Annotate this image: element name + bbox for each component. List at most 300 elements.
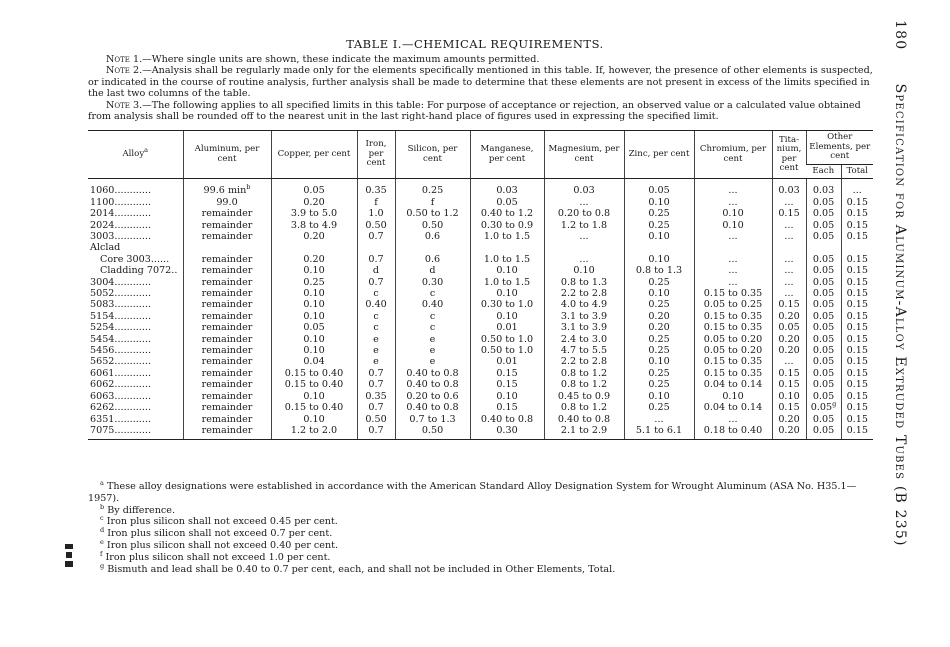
- cell-si: 0.30: [395, 277, 470, 288]
- cell-zn: 0.25: [624, 402, 694, 413]
- table-row: [88, 254, 873, 265]
- header-row: [88, 131, 873, 165]
- cell-ti: 0.20: [772, 425, 806, 440]
- alloy-cell: 5254............: [90, 322, 152, 334]
- table-row: [88, 265, 873, 276]
- cell-cr: 0.10: [694, 208, 772, 219]
- cell-each: 0.05: [806, 356, 841, 367]
- cell-fe: 0.7: [357, 425, 395, 440]
- cell-si: c: [395, 322, 470, 333]
- cell-total: 0.15: [841, 277, 873, 288]
- cell-al: remainder: [183, 208, 271, 219]
- cell-zn: 0.10: [624, 197, 694, 208]
- alloy-cell: 3004............: [90, 276, 152, 288]
- cell-fe: c: [357, 311, 395, 322]
- cell-cu: 0.25: [271, 277, 357, 288]
- cell-si: 0.7 to 1.3: [395, 414, 470, 425]
- cell-ti: ...: [772, 277, 806, 288]
- alloy-cell: 6351............: [90, 413, 152, 425]
- cell-ti: 0.15: [772, 402, 806, 413]
- cell-cr: 0.04 to 0.14: [694, 379, 772, 390]
- alloy-cell: 3003............: [90, 231, 152, 242]
- note-3: Note 3.—The following applies to all specified limits in this table: For purpose of acceptance or rejection, an observed value or a calculated value obtained from analysis shall be rounded off to the nearest unit in the last right-hand place of figures used in expressing the specified limit.: [88, 99, 861, 123]
- cell-mn: 0.01: [470, 356, 544, 367]
- footnote: $^f$ Iron plus silicon shall not exceed 1.0 per cent.: [100, 549, 331, 563]
- table-row: [88, 391, 873, 402]
- cell-total: 0.15: [841, 299, 873, 310]
- cell-mn: 0.15: [470, 379, 544, 390]
- cell-each: 0.05: [806, 197, 841, 208]
- table-row: [88, 345, 873, 356]
- cell-mg: 1.2 to 1.8: [544, 220, 624, 231]
- cell-total: 0.15: [841, 414, 873, 425]
- cell-si: c: [395, 311, 470, 322]
- cell-al: remainder: [183, 299, 271, 310]
- cell-cu: 0.04: [271, 356, 357, 367]
- notes: [88, 54, 873, 122]
- cell-mn: 0.10: [470, 265, 544, 276]
- cell-si: c: [395, 288, 470, 299]
- cell-al: remainder: [183, 379, 271, 390]
- page-number: 180: [892, 20, 908, 51]
- cell-mn: 0.30: [470, 425, 544, 440]
- cell-zn: 0.10: [624, 254, 694, 265]
- cell-cu: 0.15 to 0.40: [271, 402, 357, 413]
- cell-mg: 0.8 to 1.2: [544, 402, 624, 413]
- cell-cu: 0.10: [271, 265, 357, 276]
- cell-fe: e: [357, 345, 395, 356]
- cell-total: 0.15: [841, 345, 873, 356]
- cell-zn: 0.10: [624, 231, 694, 242]
- cell-fe: 1.0: [357, 208, 395, 219]
- table-row: [88, 379, 873, 390]
- cell-fe: 0.7: [357, 368, 395, 379]
- table-row: [88, 288, 873, 299]
- cell-si: f: [395, 197, 470, 208]
- alloy-cell: 7075............: [88, 425, 183, 440]
- cell-si: 0.6: [395, 231, 470, 242]
- cell-mg: 3.1 to 3.9: [544, 322, 624, 333]
- cell-each: 0.05: [806, 414, 841, 425]
- cell-each: 0.05: [806, 311, 841, 322]
- cell-mg: 0.45 to 0.9: [544, 391, 624, 402]
- cell-total: 0.15: [841, 402, 873, 413]
- cell-cu: 3.9 to 5.0: [271, 208, 357, 219]
- cell-al: remainder: [183, 231, 271, 242]
- cell-fe: 0.35: [357, 179, 395, 197]
- table-row: [88, 402, 873, 413]
- cell-total: 0.15: [841, 356, 873, 367]
- cell-each: 0.05: [806, 334, 841, 345]
- cell-zn: 0.25: [624, 299, 694, 310]
- cell-cr: ...: [694, 277, 772, 288]
- cell-si: e: [395, 356, 470, 367]
- cell-ti: ...: [772, 288, 806, 299]
- cell-cu: 3.8 to 4.9: [271, 220, 357, 231]
- cell-cr: 0.15 to 0.35: [694, 356, 772, 367]
- cell-mg: 0.8 to 1.2: [544, 368, 624, 379]
- cell-mn: 0.01: [470, 322, 544, 333]
- cell-mg: ...: [544, 197, 624, 208]
- cell-mn: 0.10: [470, 288, 544, 299]
- cell-fe: 0.35: [357, 391, 395, 402]
- cell-mg: 2.4 to 3.0: [544, 334, 624, 345]
- cell-mn: 1.0 to 1.5: [470, 277, 544, 288]
- cell-each: 0.05$^g$: [806, 402, 841, 413]
- alloy-cell: 5456............: [90, 345, 152, 357]
- cell-cr: 0.10: [694, 391, 772, 402]
- cell-al: remainder: [183, 414, 271, 425]
- cell-fe: 0.50: [357, 414, 395, 425]
- cell-zn: 0.25: [624, 345, 694, 356]
- alloy-cell: Alclad: [90, 242, 121, 254]
- cell-cu: 0.10: [271, 334, 357, 345]
- table-row: [88, 231, 873, 242]
- cell-al: remainder: [183, 345, 271, 356]
- cell-cr: ...: [694, 414, 772, 425]
- cell-ti: ...: [772, 231, 806, 242]
- cell-each: 0.05: [806, 277, 841, 288]
- cell-total: 0.15: [841, 334, 873, 345]
- cell-ti: 0.10: [772, 391, 806, 402]
- cell-each: 0.05: [806, 288, 841, 299]
- cell-zn: 0.10: [624, 391, 694, 402]
- cell-cu: 0.20: [271, 231, 357, 242]
- cell-total: 0.15: [841, 220, 873, 231]
- cell-cu: 0.15 to 0.40: [271, 368, 357, 379]
- cell-fe: 0.7: [357, 254, 395, 265]
- alloy-cell: Core 3003......: [100, 253, 170, 265]
- cell-si: [395, 242, 470, 253]
- cell-total: 0.15: [841, 231, 873, 242]
- cell-zn: [624, 242, 694, 253]
- cell-each: 0.05: [806, 220, 841, 231]
- cell-al: remainder: [183, 254, 271, 265]
- cell-total: 0.15: [841, 322, 873, 333]
- cell-mg: 4.0 to 4.9: [544, 299, 624, 310]
- cell-si: d: [395, 265, 470, 276]
- cell-each: 0.05: [806, 368, 841, 379]
- cell-mg: 4.7 to 5.5: [544, 345, 624, 356]
- cell-mn: 0.30 to 0.9: [470, 220, 544, 231]
- cell-total: ...: [841, 179, 873, 197]
- cell-total: 0.15: [841, 391, 873, 402]
- cell-zn: 0.25: [624, 277, 694, 288]
- cell-total: 0.15: [841, 425, 873, 440]
- cell-al: [183, 242, 271, 253]
- cell-mg: 0.20 to 0.8: [544, 208, 624, 219]
- cell-al: remainder: [183, 391, 271, 402]
- cell-ti: 0.15: [772, 208, 806, 219]
- cell-cr: 0.15 to 0.35: [694, 368, 772, 379]
- table-title: TABLE I.—CHEMICAL REQUIREMENTS.: [346, 37, 604, 51]
- cell-al: remainder: [183, 368, 271, 379]
- cell-fe: f: [357, 197, 395, 208]
- cell-each: 0.05: [806, 231, 841, 242]
- cell-al: remainder: [183, 425, 271, 440]
- cell-each: 0.05: [806, 208, 841, 219]
- cell-mn: 0.40 to 1.2: [470, 208, 544, 219]
- header-aluminum: Aluminum, per cent: [183, 131, 271, 179]
- cell-cu: 0.10: [271, 299, 357, 310]
- cell-ti: 0.15: [772, 379, 806, 390]
- cell-zn: 0.25: [624, 368, 694, 379]
- cell-zn: 0.05: [624, 179, 694, 197]
- cell-mg: 0.40 to 0.8: [544, 414, 624, 425]
- cell-al: 99.6 $\min^b$: [183, 179, 271, 197]
- cell-si: 0.40 to 0.8: [395, 379, 470, 390]
- table-row: [88, 299, 873, 310]
- cell-cu: 0.20: [271, 197, 357, 208]
- cell-al: remainder: [183, 277, 271, 288]
- cell-ti: ...: [772, 197, 806, 208]
- alloy-cell: 5052............: [90, 288, 152, 300]
- cell-mn: 0.15: [470, 368, 544, 379]
- table-row: [88, 242, 873, 253]
- header-silicon: Silicon, per cent: [395, 131, 470, 179]
- cell-mg: [544, 242, 624, 253]
- cell-mn: 0.05: [470, 197, 544, 208]
- cell-zn: ...: [624, 414, 694, 425]
- alloy-cell: 6262............: [90, 402, 152, 414]
- cell-mn: 0.50 to 1.0: [470, 334, 544, 345]
- cell-si: 0.50 to 1.2: [395, 208, 470, 219]
- cell-mn: 0.03: [470, 179, 544, 197]
- cell-si: 0.50: [395, 220, 470, 231]
- cell-mg: 2.2 to 2.8: [544, 288, 624, 299]
- cell-ti: ...: [772, 356, 806, 367]
- cell-cu: 1.2 to 2.0: [271, 425, 357, 440]
- cell-total: 0.15: [841, 288, 873, 299]
- cell-cu: 0.20: [271, 254, 357, 265]
- table-body: [88, 179, 873, 440]
- cell-si: 0.50: [395, 425, 470, 440]
- cell-cr: [694, 242, 772, 253]
- header-other-elements: Other Elements, per cent: [806, 131, 873, 165]
- cell-fe: 0.7: [357, 277, 395, 288]
- table-row: [88, 208, 873, 219]
- cell-cr: 0.05 to 0.25: [694, 299, 772, 310]
- cell-mn: 0.10: [470, 391, 544, 402]
- alloy-cell: 2014............: [90, 208, 152, 220]
- cell-fe: 0.40: [357, 299, 395, 310]
- cell-total: 0.15: [841, 254, 873, 265]
- cell-cr: ...: [694, 179, 772, 197]
- cell-zn: 0.10: [624, 288, 694, 299]
- table-row: [88, 277, 873, 288]
- cell-ti: [772, 242, 806, 253]
- running-head: [884, 20, 908, 620]
- cell-ti: 0.15: [772, 299, 806, 310]
- header-copper: Copper, per cent: [271, 131, 357, 179]
- cell-ti: 0.20: [772, 311, 806, 322]
- header-zinc: Zinc, per cent: [624, 131, 694, 179]
- cell-cr: 0.04 to 0.14: [694, 402, 772, 413]
- cell-mn: 1.0 to 1.5: [470, 231, 544, 242]
- cell-ti: 0.15: [772, 368, 806, 379]
- cell-si: 0.40 to 0.8: [395, 402, 470, 413]
- cell-total: 0.15: [841, 311, 873, 322]
- cell-zn: 0.10: [624, 356, 694, 367]
- cell-al: remainder: [183, 334, 271, 345]
- cell-mg: 3.1 to 3.9: [544, 311, 624, 322]
- table-row: [88, 425, 873, 440]
- cell-si: 0.40: [395, 299, 470, 310]
- table-row: [88, 197, 873, 208]
- cell-al: remainder: [183, 220, 271, 231]
- cell-cr: ...: [694, 265, 772, 276]
- cell-ti: 0.20: [772, 334, 806, 345]
- cell-al: remainder: [183, 311, 271, 322]
- cell-total: 0.15: [841, 368, 873, 379]
- chemical-requirements-table: [88, 130, 873, 440]
- cell-al: 99.0: [183, 197, 271, 208]
- cell-each: 0.05: [806, 345, 841, 356]
- cell-total: [841, 242, 873, 253]
- footnote: $^g$ Bismuth and lead shall be 0.40 to 0.7 per cent, each, and shall not be included in Other Elements, Total.: [100, 561, 616, 575]
- header-magnesium: Magnesium, per cent: [544, 131, 624, 179]
- cell-each: [806, 242, 841, 253]
- cell-cu: 0.15 to 0.40: [271, 379, 357, 390]
- cell-cr: 0.15 to 0.35: [694, 322, 772, 333]
- cell-total: 0.15: [841, 197, 873, 208]
- cell-mn: [470, 242, 544, 253]
- cell-each: 0.05: [806, 425, 841, 440]
- note-2: Note 2.—Analysis shall be regularly made only for the elements specifically mentioned in this table. If, however, the presence of other elements is suspected, or indicated in the course of routine analysis, further analysis shall be made to determine that these elements are not present in excess of the limits specified in the last two columns of the table.: [88, 65, 873, 100]
- cell-si: 0.20 to 0.6: [395, 391, 470, 402]
- cell-total: 0.15: [841, 265, 873, 276]
- cell-cu: 0.05: [271, 322, 357, 333]
- cell-mn: 0.40 to 0.8: [470, 414, 544, 425]
- cell-cr: 0.18 to 0.40: [694, 425, 772, 440]
- cell-cu: 0.05: [271, 179, 357, 197]
- cell-cr: ...: [694, 254, 772, 265]
- table-row: [88, 334, 873, 345]
- cell-cr: 0.15 to 0.35: [694, 311, 772, 322]
- cell-ti: 0.03: [772, 179, 806, 197]
- cell-al: remainder: [183, 288, 271, 299]
- cell-fe: 0.7: [357, 231, 395, 242]
- cell-fe: 0.50: [357, 220, 395, 231]
- cell-mg: 0.03: [544, 179, 624, 197]
- cell-each: 0.03: [806, 179, 841, 197]
- cell-zn: 0.25: [624, 379, 694, 390]
- cell-mg: 0.10: [544, 265, 624, 276]
- running-title: Specification for Aluminum-Alloy Extruded Tubes (B 235): [892, 83, 908, 547]
- cell-mn: 0.50 to 1.0: [470, 345, 544, 356]
- cell-zn: 0.20: [624, 322, 694, 333]
- cell-ti: 0.05: [772, 322, 806, 333]
- cell-cu: 0.10: [271, 311, 357, 322]
- alloy-cell: 6062............: [90, 379, 152, 391]
- cell-mg: ...: [544, 254, 624, 265]
- cell-each: 0.05: [806, 254, 841, 265]
- cell-si: 0.25: [395, 179, 470, 197]
- cell-si: e: [395, 345, 470, 356]
- cell-zn: 0.25: [624, 334, 694, 345]
- cell-cr: 0.05 to 0.20: [694, 334, 772, 345]
- footnote: $^a$ These alloy designations were established in accordance with the American Standard Alloy Designation System for Wrought Aluminum (ASA No. H35.1—1957).: [88, 478, 857, 504]
- cell-ti: 0.20: [772, 414, 806, 425]
- cell-ti: ...: [772, 265, 806, 276]
- cell-each: 0.05: [806, 391, 841, 402]
- alloy-cell: 1100............: [90, 196, 152, 208]
- cell-zn: 0.20: [624, 311, 694, 322]
- cell-total: 0.15: [841, 208, 873, 219]
- header-each: Each: [806, 164, 841, 179]
- cell-zn: 0.25: [624, 208, 694, 219]
- cell-si: 0.6: [395, 254, 470, 265]
- cell-fe: 0.7: [357, 402, 395, 413]
- cell-total: 0.15: [841, 379, 873, 390]
- header-chromium: Chromium, per cent: [694, 131, 772, 179]
- table-row: [88, 220, 873, 231]
- header-alloy: Alloy$^a$: [88, 131, 183, 179]
- header-iron: Iron, per cent: [357, 131, 395, 179]
- table-row: [88, 179, 873, 197]
- cell-cr: ...: [694, 197, 772, 208]
- cell-each: 0.05: [806, 265, 841, 276]
- header-manganese: Manganese, per cent: [470, 131, 544, 179]
- cell-ti: 0.20: [772, 345, 806, 356]
- alloy-cell: 6061............: [90, 367, 152, 379]
- alloy-cell: 5083............: [90, 299, 152, 311]
- cell-cr: ...: [694, 231, 772, 242]
- alloy-cell: Cladding 7072..: [100, 265, 178, 277]
- cell-fe: d: [357, 265, 395, 276]
- header-total: Total: [841, 164, 873, 179]
- cell-cu: 0.10: [271, 288, 357, 299]
- cell-cr: 0.15 to 0.35: [694, 288, 772, 299]
- cell-mg: 2.2 to 2.8: [544, 356, 624, 367]
- cell-zn: 0.8 to 1.3: [624, 265, 694, 276]
- footnote: $^b$ By difference.: [100, 502, 175, 516]
- alloy-cell: 5154............: [90, 310, 152, 322]
- footnote: $^c$ Iron plus silicon shall not exceed 0.45 per cent.: [100, 514, 338, 528]
- alloy-cell: 1060............: [90, 185, 152, 197]
- cell-each: 0.05: [806, 322, 841, 333]
- alloy-cell: 5652............: [90, 356, 152, 368]
- cell-cr: 0.05 to 0.20: [694, 345, 772, 356]
- cell-fe: c: [357, 322, 395, 333]
- table-row: [88, 322, 873, 333]
- cell-mn: 0.15: [470, 402, 544, 413]
- table-row: [88, 356, 873, 367]
- cell-cu: 0.10: [271, 414, 357, 425]
- note-1: Note 1.—Where single units are shown, these indicate the maximum amounts permitted.: [106, 54, 540, 65]
- cell-fe: 0.7: [357, 379, 395, 390]
- cell-zn: 0.25: [624, 220, 694, 231]
- table-row: [88, 311, 873, 322]
- cell-fe: [357, 242, 395, 253]
- cell-al: remainder: [183, 265, 271, 276]
- cell-fe: e: [357, 334, 395, 345]
- header-titanium: Tita- nium, per cent: [772, 131, 806, 179]
- cell-each: 0.05: [806, 299, 841, 310]
- cell-si: 0.40 to 0.8: [395, 368, 470, 379]
- cell-ti: ...: [772, 220, 806, 231]
- cell-cu: 0.10: [271, 345, 357, 356]
- cell-al: remainder: [183, 402, 271, 413]
- margin-mark-icon: [64, 543, 74, 569]
- cell-cu: 0.10: [271, 391, 357, 402]
- cell-mg: ...: [544, 231, 624, 242]
- cell-al: remainder: [183, 356, 271, 367]
- footnote: $^e$ Iron plus silicon shall not exceed 0.40 per cent.: [100, 537, 339, 551]
- cell-ti: ...: [772, 254, 806, 265]
- cell-si: e: [395, 334, 470, 345]
- cell-al: remainder: [183, 322, 271, 333]
